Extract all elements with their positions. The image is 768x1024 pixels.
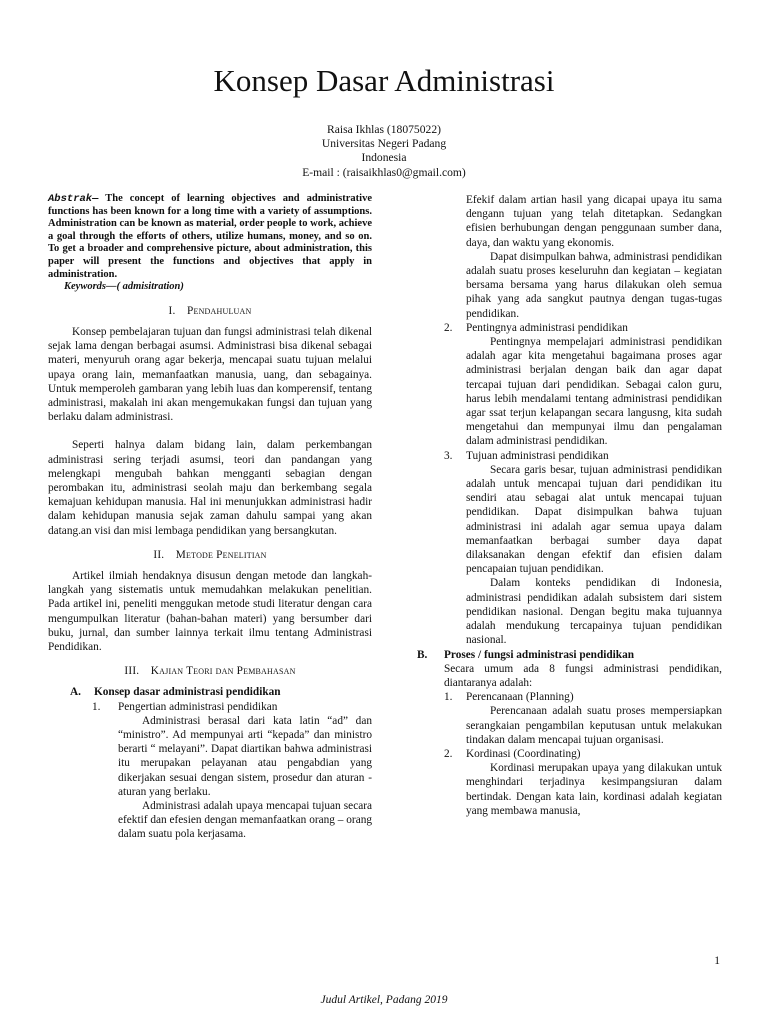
paper-title: Konsep Dasar Administrasi xyxy=(213,63,555,98)
list-item-a1-title: Pengertian administrasi pendidikan xyxy=(118,700,278,713)
author-block xyxy=(0,123,768,180)
method-paragraph: Artikel ilmiah hendaknya disusun dengan metode dan langkah-langkah yang sistematis untuk memudahkan melakukan penelitian. Pada artikel ini, peneliti menggukan metode studi literatur dengan cara mengumpulkan literatur (bahan-bahan materi) yang bersumber dari buku, jurnal, dan sumber lainnya terkait ilmu tentang Administrasi Pendidikan. xyxy=(48,570,372,654)
abstract-text: The concept of learning objectives and administrative functions has been known for a long time with a variety of assumptions. Administration can be known as material, order people to work, achieve a goal through the efforts of others, utilize humans, money, and so on. To get a broader and comprehensive picture, about administration, this paper will present the functions and objectives that apply in administration. xyxy=(48,193,372,280)
keywords: Keywords—( admisitration) xyxy=(64,281,184,293)
abstract xyxy=(48,193,372,281)
subsection-b-intro: Secara umum ada 8 fungsi administrasi pendidikan, diantaranya adalah: xyxy=(444,662,722,689)
list-item-b1-title: Perencanaan (Planning) xyxy=(466,691,574,704)
list-item-a1 xyxy=(48,700,372,714)
intro-paragraph-2: Seperti halnya dalam bidang lain, dalam perkembangan administrasi sering terjadi asumsi, teori dan pandangan yang melengkapi mengubah bahkan mengganti sebagian dengan perombakan itu, administrasi seolah maju dan berkembang segala kemajuan kehidupan manusia. Hal ini menunjukkan administrasi hadir dalam kehidupan manusia sejak zaman dahulu sampai yang akan datang.an visi dan misi lembaga pendidikan yang bersangkutan. xyxy=(48,439,372,537)
page-footer: Judul Artikel, Padang 2019 xyxy=(320,994,448,1006)
list-item-a2-title: Pentingnya administrasi pendidikan xyxy=(466,321,628,334)
list-item-b2-title: Kordinasi (Coordinating) xyxy=(466,747,581,760)
list-item-a2-number: 2. xyxy=(444,321,453,334)
list-item-b1-number: 1. xyxy=(444,691,453,704)
list-item-b2-number: 2. xyxy=(444,747,453,760)
a1-paragraph-2: Administrasi adalah upaya mencapai tujuan secara efektif dan efesien dengan memanfaatkan orang – orang dalam suatu pola kerjasama. xyxy=(118,800,372,841)
right-paragraph-1: Efekif dalam artian hasil yang dicapai upaya itu sama dengann tujuan yang telah ditetapkan. Sedangkan efisien berhubungan dengan penggunaan sumber dana, daya, dan waktu yang ekonomis. xyxy=(466,194,722,249)
list-item-a2 xyxy=(417,321,722,335)
list-item-a3-title: Tujuan administrasi pendidikan xyxy=(466,449,609,462)
a3-paragraph-2: Dalam konteks pendidikan di Indonesia, administrasi pendidikan adalah subsistem dari sistem pendidikan nasional. Dengan begitu maka tujuannya adalah mendukung tercapainya tujuan pendidikan nasional. xyxy=(466,577,722,647)
a3-paragraph-1: Secara garis besar, tujuan administrasi pendidikan adalah untuk mencapai tujuan dari pendidikan itu sendiri atau sebagai alat untuk mencapai tujuan pendidikan. Dapat disimpulkan bahwa tujuan administrasi ini adalah agar semua upaya dalam memanfaatkan berbagai sumber daya dapat dilaksanakan dengan efektif dan efisien dalam pencapaian tujuan pendidikan. xyxy=(466,463,722,576)
list-item-b2 xyxy=(417,747,722,761)
author-email: E-mail : (raisaikhlas0@gmail.com) xyxy=(302,165,466,179)
list-item-a1-number: 1. xyxy=(92,700,101,713)
section-heading-method: II. Metode Penelitian xyxy=(153,548,267,561)
page-number: 1 xyxy=(714,955,720,967)
a1-paragraph-1: Administrasi berasal dari kata latin “ad” dan “ministro”. Ad mempunyai arti “kepada” dan ministro berarti “ melayani”. Dapat diartikan bahwa administrasi itu merupakan pelayanan atau pengabdian yang dikerjakan sesuai dengan sistem, prosedur dan aturan - aturan yang berlaku. xyxy=(118,714,372,798)
author-affiliation: Universitas Negeri Padang xyxy=(321,137,447,151)
list-item-a3 xyxy=(417,449,722,463)
subsection-a-title: Konsep dasar administrasi pendidikan xyxy=(94,686,281,699)
b1-paragraph: Perencanaan adalah suatu proses mempersiapkan serangkaian pengambilan keputusan untuk melakukan tindakan dalam mencapai tujuan organisasi. xyxy=(466,705,722,746)
a2-paragraph: Pentingnya mempelajari administrasi pendidikan adalah agar kita mengetahui bagaimana proses agar administrasi berjalan dengan baik dan agar dapat tercapai tujuan dari pendidikan. Sebagai calon guru, harus lebih mendalami tentang administrasi pendidikan agar ssat terjun kelapangan secara langusng, kita sudah mengetahui dan mempunyai ilmu dan pengalaman dalam administrasi pendidikan. xyxy=(466,336,722,448)
right-paragraph-2: Dapat disimpulkan bahwa, administrasi pendidikan adalah suatu proses keseluruhn dan kegiatan – kegiatan bersama bersama yang harus dilakukan oleh semua pihak yang ada sangkut pautnya dengan tugas-tugas pendidikan. xyxy=(466,250,722,320)
author-country: Indonesia xyxy=(361,151,407,165)
subsection-a-marker: A. xyxy=(70,686,81,699)
subsection-b-marker: B. xyxy=(417,648,428,661)
b2-paragraph: Kordinasi merupakan upaya yang dilakukan untuk menghindari terjadinya kesimpangsiuran dalam bertindak. Dengan kata lain, kordinasi adalah kegiatan yang membawa manusia, xyxy=(466,762,722,817)
subsection-b-title: Proses / fungsi administrasi pendidikan xyxy=(444,648,635,661)
subsection-b-heading xyxy=(417,648,722,662)
subsection-a-heading xyxy=(48,685,372,699)
list-item-b1 xyxy=(417,690,722,704)
intro-paragraph-1: Konsep pembelajaran tujuan dan fungsi administrasi telah dikenal sejak lama dengan berbagai asumsi. Administrasi bisa dikenal sebagai materi, menyuruh orang agar bekerja, mencapai suatu tujuan melalui upaya orang lain, memanfaatkan manusia, uang, dan sebagainya. Untuk memperoleh gambaran yang lebih luas dan komperensif, tentang administrasi, makalah ini akan mengemukakan fungsi dan tujuan yang berlaku dalam administrasi. xyxy=(48,325,372,424)
abstract-lead: Abstrak— xyxy=(48,193,99,205)
author-name: Raisa Ikhlas (18075022) xyxy=(327,123,441,136)
list-item-a3-number: 3. xyxy=(444,449,453,462)
right-column xyxy=(417,193,722,818)
section-heading-theory: III. Kajian Teori dan Pembahasan xyxy=(124,665,296,678)
left-column xyxy=(48,193,372,842)
section-heading-introduction: I. Pendahuluan xyxy=(168,304,252,317)
